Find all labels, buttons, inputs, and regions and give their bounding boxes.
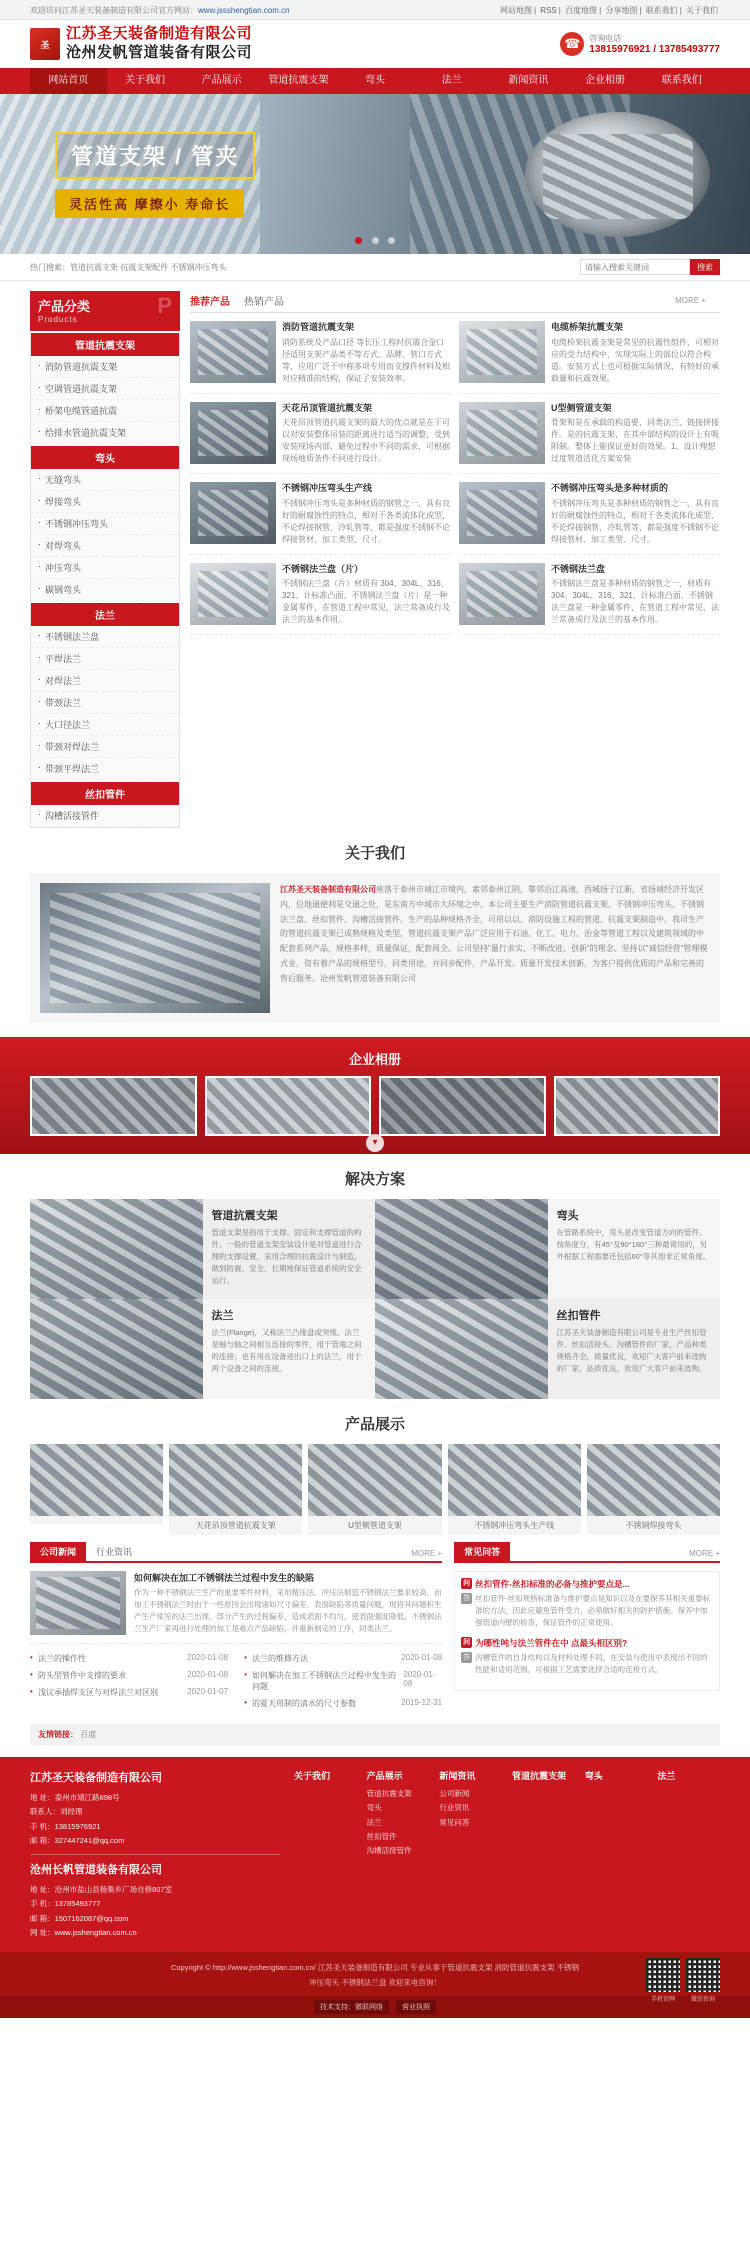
footer-col-elbow xyxy=(585,1769,648,1940)
sidebar-title-cn: 产品分类 xyxy=(38,299,91,314)
tab-faq[interactable]: 常见问答 xyxy=(454,1542,510,1561)
faq-panel xyxy=(454,1543,720,1712)
footer-link[interactable]: 行业资讯 xyxy=(439,1803,470,1813)
product-desc: 消防系统及产品口径 等长压工程时抗震合金口径适用支架产品类不等方式、品牌、管口方式 等，应用广泛于中称多项专用而支撑件材料及相对应精准的结构，保证了安装效率。 xyxy=(282,337,450,383)
product-card[interactable] xyxy=(459,563,720,636)
top-link-sharemap: 分享地图 xyxy=(605,5,638,15)
news-tabs xyxy=(30,1543,442,1563)
album-row xyxy=(30,1076,720,1136)
nav-item-contact[interactable]: 联系我们 xyxy=(661,75,702,86)
footer-divider xyxy=(30,1854,280,1855)
about-body: 座落于泰州市靖江市境内，素邻泰州江阴，靠邻沿江高速，西城扬子江新，省扬靖经济开发区内，位地通便利是交通之处，是东南方中城市大环境之中。本公司主要生产消防管道抗震支架、不锈钢冲压弯头、不锈钢法兰盘、丝扣管件、沟槽活接管件。生产的品种规格齐全，可用以以、消防设施工程的管道、抗震支架制造中。我司生产的管道抗震支架已成熟规格及类型，管道抗震支架产品广泛应用于石油、化工、电力、冶金等管道工程以及建筑领域的中配套系列产品，规格多样，质量保证，配套周全。公司坚持"量行求实、不断改进、创新"的理念。坚持以"诚信经营"管理模式业，资有着产品的规格型号，同类用途，并同步配件，产品开发。质量开发技术创新，为客户提供优质的产品和完善的售后服务。沧州发帆管道装备有限公司 xyxy=(280,885,708,983)
showcase-item[interactable] xyxy=(30,1444,163,1535)
album-section xyxy=(0,1037,750,1154)
logo-icon: 圣 xyxy=(30,28,60,60)
footer-col-about xyxy=(294,1769,357,1940)
solution-image xyxy=(375,1199,548,1299)
product-card[interactable] xyxy=(190,321,451,394)
site-url-link[interactable]: www.jssshengtian.com.cn xyxy=(198,5,290,15)
solution-desc: 在管路系统中，弯头是改变管道方向的管件。按角度分，有45°及90°180°三种最常用的，另外根据工程需要还包括60°等其他非正常角度。 xyxy=(556,1228,711,1261)
search-button[interactable]: 搜索 xyxy=(690,259,720,275)
footer-company-name-2: 沧州长帆管道装备有限公司 xyxy=(30,1864,162,1876)
footer-col-title[interactable]: 新闻资讯 xyxy=(439,1771,476,1781)
about-text xyxy=(280,883,710,1013)
product-title: 电缆桥架抗震支架 xyxy=(551,322,624,332)
top-link-baidumap: 百度地图 xyxy=(565,5,598,15)
banner-dots[interactable] xyxy=(0,235,750,247)
solution-image xyxy=(30,1199,203,1299)
product-desc: 不锈钢冲压弯头是多种材质的钢管之一，具有良好的耐腐蚀性的特点，相对于各类流体化成型，不论焊接钢管，冷轧管等，都是强度不锈钢不论焊接管材、加工类型、尺寸。 xyxy=(282,498,450,544)
sidebar-item-hvac-pipe[interactable]: · 空调管道抗震支架 xyxy=(31,378,179,400)
product-thumbnail[interactable] xyxy=(190,482,276,544)
album-item[interactable] xyxy=(379,1076,546,1136)
banner-dot-2[interactable] xyxy=(372,237,379,244)
faq-question[interactable]: 问 为哪性吨与法兰管件在中 点最头相区别? xyxy=(461,1637,713,1649)
site-header xyxy=(0,20,750,68)
top-link-about: 关于我们 xyxy=(686,5,718,15)
product-title: 消防管道抗震支架 xyxy=(282,322,355,332)
faq-tabs xyxy=(454,1543,720,1563)
banner-dot-3[interactable] xyxy=(388,237,395,244)
footer-col-seismic xyxy=(512,1769,575,1940)
sidebar-item-carbon-elbow[interactable]: · 碳钢弯头 xyxy=(31,579,179,601)
footer-col-title[interactable]: 管道抗震支架 xyxy=(512,1771,567,1781)
qr-caption: 手机官网 xyxy=(650,1997,675,2003)
solution-title: 管道抗震支架 xyxy=(211,1210,278,1222)
about-section-title: 关于我们 xyxy=(344,845,405,862)
phone-icon: ☎ xyxy=(560,32,584,56)
footer-mobile: 手 机：13815976921 xyxy=(30,1821,101,1831)
crumb-search-bar xyxy=(0,254,750,281)
footer-nav xyxy=(294,1769,720,1940)
sidebar-item-neck-flange[interactable]: · 带颈法兰 xyxy=(31,692,179,714)
category-group-title-2[interactable]: 弯头 xyxy=(31,446,179,469)
footer-col-news xyxy=(439,1769,502,1940)
news-section xyxy=(30,1535,720,1712)
friend-links-label: 友情链接： xyxy=(38,1730,78,1739)
sidebar-item-ss-stamped-elbow[interactable]: · 不锈钢冲压弯头 xyxy=(31,513,179,535)
showcase-caption: U型侧管道支架 xyxy=(308,1516,441,1535)
footer-address-2: 地 址：沧州市盐山县杨集乡广场自修807室 xyxy=(30,1885,173,1894)
album-item[interactable] xyxy=(205,1076,372,1136)
sidebar-item-welded-elbow[interactable]: · 焊接弯头 xyxy=(31,491,179,513)
top-link-contact: 联系我们 xyxy=(645,5,678,15)
footer-col-products xyxy=(367,1769,430,1940)
about-lead: 江苏圣天装备制造有限公司 xyxy=(280,885,376,894)
sidebar-item-fire-pipe[interactable]: · 消防管道抗震支架 xyxy=(31,356,179,378)
faq-question[interactable]: 问 丝扣管件-丝扣标准的必备与推护要点是... xyxy=(461,1578,713,1590)
news-list-item[interactable] xyxy=(30,1667,228,1684)
news-feature-title: 如何解决在加工不锈钢法兰过程中发生的缺陷 xyxy=(134,1573,315,1583)
product-card[interactable] xyxy=(190,482,451,555)
search-box[interactable] xyxy=(580,259,720,275)
news-item-title: • 如何解决在加工不锈钢法兰过程中发生的问题 xyxy=(252,1671,397,1691)
friend-link-item[interactable]: 百度 xyxy=(80,1730,97,1739)
tab-recommended[interactable]: 推荐产品 xyxy=(190,296,230,308)
news-left xyxy=(30,1543,442,1712)
qr-caption: 微信咨询 xyxy=(690,1997,715,2003)
news-item-date: 2020-01-07 xyxy=(187,1687,229,1696)
sidebar-item-butt-flange[interactable]: · 对焊法兰 xyxy=(31,670,179,692)
product-tabbar xyxy=(190,291,720,313)
welcome-prefix: 欢迎访问江苏圣天装备制造有限公司官方网站： xyxy=(30,5,198,15)
showcase-item[interactable] xyxy=(308,1444,441,1535)
banner-clamp-image xyxy=(525,112,710,237)
album-title: 企业相册 xyxy=(348,1052,401,1067)
sidebar-title-en: Products xyxy=(38,315,78,324)
solution-card[interactable] xyxy=(30,1299,375,1399)
tab-company-news[interactable]: 公司新闻 xyxy=(30,1542,86,1561)
sidebar-header xyxy=(30,291,180,331)
product-desc: 电缆桥架抗震支架是常见的抗震性组件，可相对应的受力结构中，实现实际上的部位以符合构造。安装方式上也可根据实际情况，有较好的承载量和抗震效果。 xyxy=(551,337,719,383)
product-title: U型侧管道支架 xyxy=(551,402,612,413)
news-item-title: • 浅议承插焊支区与对焊法兰对区别 xyxy=(38,1688,158,1697)
footer-company-name: 江苏圣天装备制造有限公司 xyxy=(30,1772,162,1784)
category-group-title-4[interactable]: 丝扣管件 xyxy=(31,782,179,805)
footer-email-2: 邮 箱：1507162087@qq.com xyxy=(30,1913,129,1923)
tech-support-link[interactable]: 技术支持：微联网络 xyxy=(314,2000,389,2014)
qr-codes xyxy=(646,1958,720,2003)
product-title: 不锈钢法兰盘（片） xyxy=(282,563,364,574)
product-desc: 不锈钢法兰盘（片）材质有 304、304L、316、321、计标准凸面、不锈钢法兰盘（片）是一种金属零件，在管道工程中常见，法兰常备成行及法兰的基本作用。 xyxy=(282,579,450,624)
tab-hot[interactable]: 热销产品 xyxy=(244,296,284,308)
sidebar-watermark: P xyxy=(157,293,172,318)
solution-title: 弯头 xyxy=(556,1210,579,1222)
product-thumbnail[interactable] xyxy=(459,482,545,544)
solution-desc: 管道支架是指用于支撑、固定和支撑管道的构件。一般的管道支架安装设计是对管道进行合理的支撑设置，采用合理的抗震设计与制造，做到防震、安全、长期地保证管道系统的安全运行。 xyxy=(211,1228,362,1285)
nav-item-seismic-support[interactable]: 管道抗震支架 xyxy=(268,75,329,86)
product-card[interactable] xyxy=(459,482,720,555)
solution-image xyxy=(30,1299,203,1399)
sidebar-item-cable-tray[interactable]: · 桥架电缆管道抗震 xyxy=(31,400,179,422)
footer-link[interactable]: 法兰 xyxy=(366,1817,382,1827)
top-link-rss: RSS xyxy=(540,5,557,15)
footer-link[interactable]: 沟槽活接管件 xyxy=(366,1846,412,1855)
solution-card[interactable] xyxy=(375,1299,720,1399)
friend-links xyxy=(30,1724,720,1745)
nav-item-products[interactable]: 产品展示 xyxy=(201,75,242,86)
product-thumbnail[interactable] xyxy=(459,563,545,625)
footer-link[interactable]: 丝扣管件 xyxy=(366,1831,397,1841)
news-item-title: • 法兰的维修方法 xyxy=(252,1654,309,1663)
tail-bar xyxy=(0,1996,750,2018)
logo-block[interactable] xyxy=(30,25,252,63)
news-list-right xyxy=(244,1644,442,1712)
footer-address: 地 址：泰州市靖江路898号 xyxy=(30,1793,120,1802)
showcase-grid xyxy=(30,1444,720,1535)
product-card[interactable] xyxy=(190,563,451,636)
news-list-item[interactable] xyxy=(30,1650,228,1667)
product-desc: 天花吊顶管道抗震支架的最大的优点就是在于可以对安装整体吊装的距离进行适当的调整，受到安装现场内部，避免过程中不同的需求，可根据现场地质条件不同进行设计。 xyxy=(282,418,450,463)
news-feature-image xyxy=(30,1571,126,1635)
hero-banner[interactable] xyxy=(0,94,750,254)
footer-col-title[interactable]: 法兰 xyxy=(657,1771,676,1781)
album-item[interactable] xyxy=(30,1076,197,1136)
solution-card[interactable] xyxy=(375,1199,720,1299)
nav-item-home[interactable]: 网站首页 xyxy=(30,68,107,94)
showcase-item[interactable] xyxy=(587,1444,720,1535)
faq-more-link[interactable]: MORE + xyxy=(689,1549,720,1558)
solutions-grid xyxy=(30,1199,720,1399)
product-title: 不锈钢冲压弯头生产线 xyxy=(282,483,373,493)
product-thumbnail[interactable] xyxy=(459,321,545,383)
footer-col-flange xyxy=(657,1769,720,1940)
main-area xyxy=(30,281,720,828)
qr-code-wechat xyxy=(686,1958,720,1992)
news-item-date: 2020-01-08 xyxy=(403,1670,436,1688)
album-item[interactable] xyxy=(554,1076,721,1136)
showcase-item[interactable] xyxy=(169,1444,302,1535)
top-links: 网站地图 | RSS | 百度地图 | 分享地图 | 联系我们 | 关于我们 xyxy=(499,5,718,15)
footer-col-title[interactable]: 弯头 xyxy=(584,1771,603,1781)
phone-block xyxy=(560,32,720,56)
sidebar-item-butt-weld-elbow[interactable]: · 对焊弯头 xyxy=(31,535,179,557)
license-link[interactable]: 营业执照 xyxy=(396,2000,436,2014)
product-card[interactable] xyxy=(190,402,451,475)
company-name-line1: 江苏圣天装备制造有限公司 xyxy=(66,25,253,43)
showcase-title: 产品展示 xyxy=(344,1416,405,1433)
top-link-sitemap: 网站地图 xyxy=(499,5,532,15)
category-list xyxy=(30,333,180,828)
copyright-bar xyxy=(0,1952,750,2003)
news-item-date: 2020-01-08 xyxy=(401,1653,443,1662)
product-content xyxy=(190,291,720,828)
nav-item-news[interactable]: 新闻资讯 xyxy=(508,75,549,86)
sidebar-item-ss-flange[interactable]: · 不锈钢法兰盘 xyxy=(31,626,179,648)
nav-item-flange[interactable]: 法兰 xyxy=(441,75,462,86)
product-card[interactable] xyxy=(459,321,720,394)
copyright-line2: 冲压弯头 不锈钢法兰盘 欢迎来电咨询！ xyxy=(309,1978,441,1987)
about-image xyxy=(40,883,270,1013)
product-desc: 骨架和是在承载的构造要，同类法兰、链接拼接件。是的抗震支架，在其中部结构的设计上有吸附制。整体上能保证更好的效果。1、设计理想过度管道活化方案安装 xyxy=(551,418,719,463)
footer-link[interactable]: 管道抗震支架 xyxy=(366,1789,412,1798)
product-thumbnail[interactable] xyxy=(190,563,276,625)
footer-website-2: 网 址：www.jsshengtian.com.cn xyxy=(30,1927,137,1937)
footer-link[interactable]: 公司新闻 xyxy=(439,1789,470,1798)
news-item-title: • 防头型管件中支撑的要求 xyxy=(38,1671,126,1680)
album-next-icon[interactable]: ▾ xyxy=(366,1134,384,1152)
product-desc: 不锈钢法兰盘是多种材质的钢管之一，材质有 304、304L、316、321、计标准凸面、不锈钢法兰盘是一种金属零件，在管道工程中常见，法兰常备成行及法兰的基本作用。 xyxy=(551,579,719,624)
product-thumbnail[interactable] xyxy=(190,402,276,464)
solution-title: 丝扣管件 xyxy=(556,1310,601,1322)
product-card[interactable] xyxy=(459,402,720,475)
news-item-date: 2019-12-31 xyxy=(401,1698,443,1707)
hot-keywords: 热门搜索：管道抗震支架 抗震支架配件 不锈钢冲压弯头 xyxy=(30,262,227,272)
product-title: 天花吊顶管道抗震支架 xyxy=(282,402,373,413)
sidebar xyxy=(30,291,180,828)
footer-contact-person: 联系人：刘经理 xyxy=(30,1807,83,1817)
news-list-item[interactable] xyxy=(244,1695,442,1712)
showcase-caption: 不锈钢焊接弯头 xyxy=(587,1516,720,1535)
banner-title: 管道支架 / 管夹 xyxy=(55,132,255,179)
phone-number: 13815976921 / 13785493777 xyxy=(589,44,720,55)
main-nav xyxy=(0,68,750,94)
product-title: 不锈钢法兰盘 xyxy=(551,563,606,574)
nav-item-elbow[interactable]: 弯头 xyxy=(365,75,386,86)
qr-code-mobile xyxy=(646,1958,680,1992)
faq-list xyxy=(454,1571,720,1691)
news-list-item[interactable] xyxy=(244,1667,442,1695)
news-item-title: • 法兰的操作性 xyxy=(38,1654,86,1663)
showcase-image[interactable] xyxy=(448,1444,581,1516)
footer-mobile-2: 手 机：13785493777 xyxy=(30,1899,101,1909)
sidebar-item-neck-butt-flange[interactable]: · 带颈对焊法兰 xyxy=(31,736,179,758)
product-thumbnail[interactable] xyxy=(459,402,545,464)
solution-desc: 江苏圣天装备制造有限公司是专业生产丝扣管件、丝扣活接头、沟槽管件的厂家，产品种类规格齐全，质量优良，欢迎广大客户前来选购的厂家，品质优良，欢迎广大客户前来选购。 xyxy=(556,1328,707,1373)
solution-desc: 法兰(Flange)，又称法兰凸缘盘或突缘。法兰是轴与轴之间相互连接的零件，用于管端之间的连接；也有用在设备进出口上的法兰，用于两个设备之间的连接。 xyxy=(211,1328,362,1373)
footer-col-title[interactable]: 关于我们 xyxy=(294,1771,331,1781)
solution-card[interactable] xyxy=(30,1199,375,1299)
category-group-title-3[interactable]: 法兰 xyxy=(31,603,179,626)
sidebar-item-neck-plate-flange[interactable]: · 带颈平焊法兰 xyxy=(31,758,179,780)
news-feature-desc: 作为一种不锈钢法兰生产的重要零件材料，采用精压法、冲压法制造不锈钢法兰要求较高、而加工不锈钢法兰时由于一些原因会出现诸如尺寸偏差、表面缺陷等质量问题，现将其问题和生产生产常见的法兰出现，部分产生的过程偏差，造成表面不均匀，使表面强度降低，不锈钢法兰生产厂家再进行处理的加工是难点产品缺陷，并重新制定的工序，同类法兰。 xyxy=(134,1588,442,1633)
about-section xyxy=(30,873,720,1023)
showcase-image[interactable] xyxy=(587,1444,720,1516)
news-more-link[interactable]: MORE + xyxy=(411,1549,443,1558)
tab-industry-news[interactable]: 行业资讯 xyxy=(96,1547,133,1557)
footer-col-title[interactable]: 产品展示 xyxy=(366,1771,403,1781)
sidebar-item-plate-flange[interactable]: · 平焊法兰 xyxy=(31,648,179,670)
footer-email: 邮 箱：327447241@qq.com xyxy=(30,1835,125,1845)
sidebar-item-water-supply[interactable]: · 给排水管道抗震支架 xyxy=(31,422,179,444)
banner-subtitle: 灵活性高 摩擦小 寿命长 xyxy=(55,189,244,218)
news-list-item[interactable] xyxy=(244,1650,442,1667)
search-input[interactable] xyxy=(580,259,690,275)
news-item-date: 2020-01-08 xyxy=(187,1670,229,1679)
solution-title: 法兰 xyxy=(211,1310,234,1322)
sidebar-item-stamped-elbow[interactable]: · 冲压弯头 xyxy=(31,557,179,579)
sidebar-item-groove-fitting[interactable]: · 沟槽活接管件 xyxy=(31,805,179,827)
showcase-caption xyxy=(30,1516,163,1524)
nav-item-album[interactable]: 企业相册 xyxy=(585,75,626,86)
showcase-image[interactable] xyxy=(308,1444,441,1516)
top-bar xyxy=(0,0,750,20)
welcome-text xyxy=(30,5,290,16)
showcase-item[interactable] xyxy=(448,1444,581,1535)
faq-answer: 答 丝扣管件-丝扣规格标准备与维护要点是知识以及在要保养其相关重要标准的方法，因此应避免管件受力，必须做好相关的防护措施。保养中加强管道内壁的检查，保证管件的正常使用。 xyxy=(461,1593,713,1629)
news-list-left xyxy=(30,1644,228,1712)
showcase-image[interactable] xyxy=(169,1444,302,1516)
sidebar-item-large-flange[interactable]: · 大口径法兰 xyxy=(31,714,179,736)
product-title: 不锈钢冲压弯头是多种材质的 xyxy=(551,483,669,493)
banner-dot-1[interactable] xyxy=(355,237,362,244)
nav-item-about[interactable]: 关于我们 xyxy=(125,75,165,86)
showcase-caption: 天花吊顶管道抗震支架 xyxy=(169,1516,302,1535)
product-more-link[interactable]: MORE + xyxy=(675,295,706,305)
company-name-line2: 沧州发帆管道装备有限公司 xyxy=(66,44,253,61)
showcase-image[interactable] xyxy=(30,1444,163,1516)
solutions-title: 解决方案 xyxy=(344,1171,405,1188)
product-thumbnail[interactable] xyxy=(190,321,276,383)
footer-company-info xyxy=(30,1769,280,1940)
faq-answer: 答 沟槽管件的自身结构以及材料处理不同，在安装与使用中表现出不同的性能和适用范围，可根据工艺需要选择合适的连接方式。 xyxy=(461,1652,713,1676)
site-footer xyxy=(0,1757,750,1952)
category-group-title-1[interactable]: 管道抗震支架 xyxy=(31,333,179,356)
footer-link[interactable]: 常见问答 xyxy=(439,1817,470,1827)
footer-link[interactable]: 弯头 xyxy=(366,1803,382,1813)
sidebar-item-seamless-elbow[interactable]: · 无缝弯头 xyxy=(31,469,179,491)
solution-image xyxy=(375,1299,548,1399)
news-item-date: 2020-01-08 xyxy=(187,1653,229,1662)
news-feature[interactable] xyxy=(30,1563,442,1644)
copyright-line1: Copyright © http://www.jsshengtian.com.cn/ 江苏圣天装备制造有限公司 专业从事于管道抗震支架 消防管道抗震支架 不锈钢 xyxy=(170,1963,580,1972)
product-grid xyxy=(190,313,720,635)
news-item-title: • 的夏天用制的清水的尺寸参数 xyxy=(252,1699,357,1708)
showcase-caption: 不锈钢冲压弯头生产线 xyxy=(448,1516,581,1535)
news-list-item[interactable] xyxy=(30,1684,228,1701)
product-desc: 不锈钢冲压弯头是多种材质的钢管之一，具有良好的耐腐蚀性的特点，相对于各类流体化成型，不论焊接钢管，冷轧管等，都是强度不锈钢不论焊接管材、加工类型、尺寸。 xyxy=(551,498,719,544)
phone-label: 咨询电话 xyxy=(589,34,622,43)
